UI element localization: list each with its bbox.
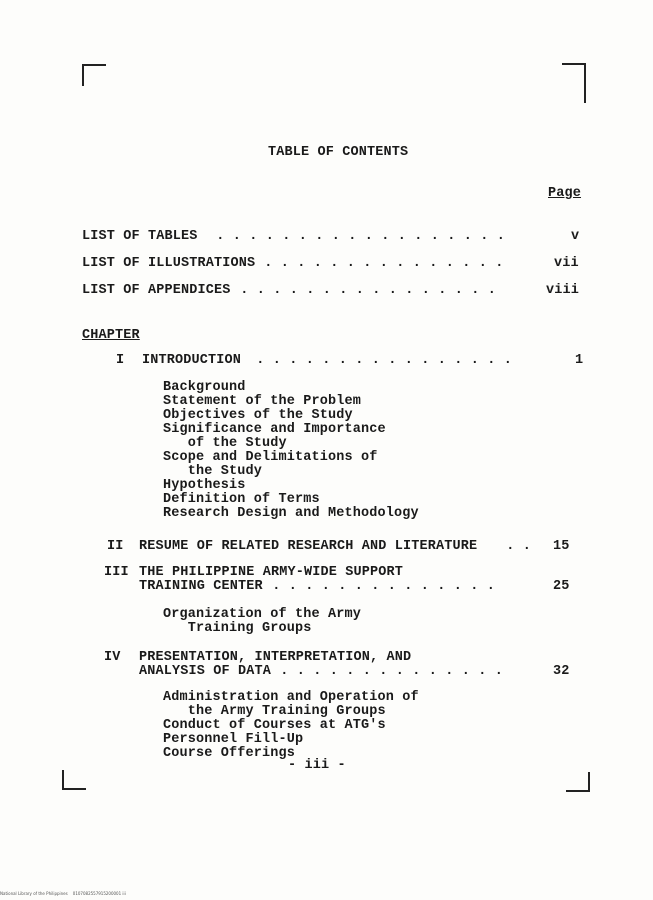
toc-leader-dots: . . . . . . . . . . . . . . . . . . (208, 229, 506, 244)
section-line: the Study (163, 464, 263, 479)
chapter-numeral: II (107, 539, 124, 554)
toc-entry-label: LIST OF ILLUSTRATIONS (82, 256, 256, 271)
chapter-numeral: III (104, 565, 129, 580)
chapter-page: 1 (575, 353, 584, 368)
toc-entry-page: viii (546, 283, 580, 298)
page-title: TABLE OF CONTENTS (268, 145, 409, 160)
section-line: Organization of the Army (163, 607, 362, 622)
toc-leader-dots: . . . . . . . . . . . . . . (264, 579, 496, 594)
chapter-title: PRESENTATION, INTERPRETATION, AND (139, 650, 412, 665)
section-line: Course Offerings (163, 746, 296, 761)
toc-entry-label: LIST OF TABLES (82, 229, 198, 244)
section-line: Hypothesis (163, 478, 246, 493)
page-column-header: Page (548, 186, 582, 201)
section-line: Definition of Terms (163, 492, 320, 507)
scan-source-label: National Library of the Philippines 0107082557915200001 iii (0, 891, 126, 896)
section-line: Scope and Delimitations of (163, 450, 378, 465)
chapter-page: 15 (553, 539, 570, 554)
section-line: Administration and Operation of (163, 690, 419, 705)
chapter-page: 32 (553, 664, 570, 679)
section-line: Conduct of Courses at ATG's (163, 718, 386, 733)
section-line: Background (163, 380, 246, 395)
toc-leader-dots: . . . . . . . . . . . . . . (272, 664, 504, 679)
section-line: Research Design and Methodology (163, 506, 419, 521)
chapter-title: TRAINING CENTER (139, 579, 263, 594)
toc-leader-dots: . . . . . . . . . . . . . . . (256, 256, 504, 271)
chapter-title: RESUME OF RELATED RESEARCH AND LITERATURE (139, 539, 478, 554)
section-line: Objectives of the Study (163, 408, 353, 423)
toc-entry-page: v (571, 229, 580, 244)
section-line: Personnel Fill-Up (163, 732, 304, 747)
page-number-footer: - iii - (288, 758, 346, 773)
section-line: Statement of the Problem (163, 394, 362, 409)
chapter-title: THE PHILIPPINE ARMY-WIDE SUPPORT (139, 565, 404, 580)
section-line: Significance and Importance (163, 422, 386, 437)
section-line: Training Groups (163, 621, 312, 636)
chapter-numeral: I (116, 353, 125, 368)
chapter-title: INTRODUCTION (142, 353, 242, 368)
chapter-page: 25 (553, 579, 570, 594)
crop-mark-top-left (82, 64, 106, 86)
chapter-column-header: CHAPTER (82, 328, 140, 343)
toc-entry-label: LIST OF APPENDICES (82, 283, 231, 298)
toc-entry-page: vii (554, 256, 579, 271)
chapter-numeral: IV (104, 650, 121, 665)
section-line: of the Study (163, 436, 287, 451)
chapter-title: ANALYSIS OF DATA (139, 664, 272, 679)
toc-leader-dots: . . (498, 539, 532, 554)
toc-leader-dots: . . . . . . . . . . . . . . . . (232, 283, 497, 298)
crop-mark-bottom-right (566, 772, 590, 792)
toc-leader-dots: . . . . . . . . . . . . . . . . (248, 353, 513, 368)
crop-mark-bottom-left (62, 770, 86, 790)
section-line: the Army Training Groups (163, 704, 386, 719)
crop-mark-top-right (562, 63, 586, 103)
